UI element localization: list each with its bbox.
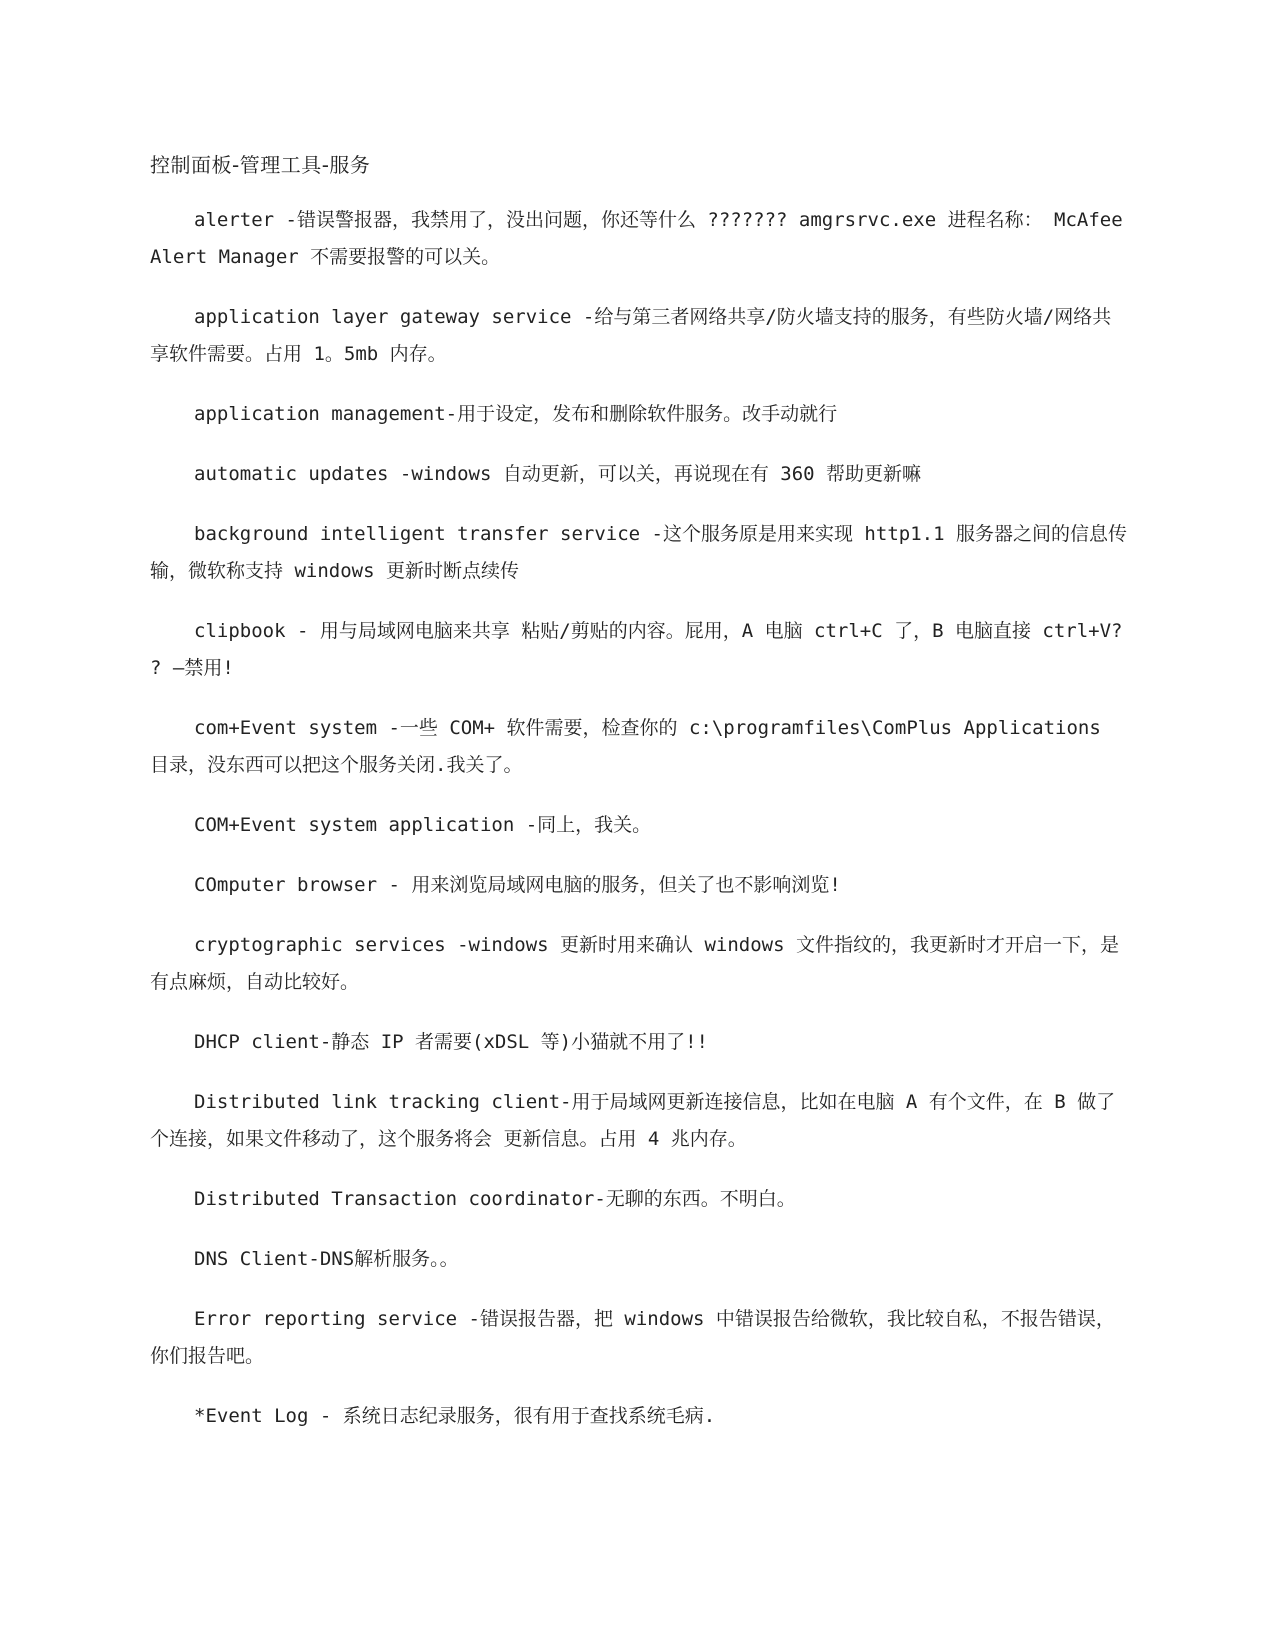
paragraph-com-event-application: COM+Event system application -同上，我关。 (194, 814, 652, 836)
paragraph-alerter: alerter -错误警报器，我禁用了，没出问题，你还等什么 ??????? amgrsrvc.exe 进程名称： McAfee Alert Manager 不需要报警的可以关。 (150, 209, 1135, 268)
paragraph-clipbook: clipbook - 用与局域网电脑来共享 粘贴/剪贴的内容。屁用，A 电脑 ctrl+C 了，B 电脑直接 ctrl+V? ? —禁用! (150, 620, 1134, 679)
paragraph-error-reporting: Error reporting service -错误报告器，把 windows 中错误报告给微软，我比较自私，不报告错误，你们报告吧。 (150, 1308, 1115, 1367)
document-page (150, 150, 1135, 1458)
paragraph-background-transfer: background intelligent transfer service -这个服务原是用来实现 http1.1 服务器之间的信息传输，微软称支持 windows 更新时断点续传 (150, 523, 1127, 582)
page-title: 控制面板-管理工具-服务 (150, 153, 371, 177)
paragraph-distributed-transaction: Distributed Transaction coordinator-无聊的东西。不明白。 (194, 1188, 796, 1210)
paragraph-com-event-system: com+Event system -一些 COM+ 软件需要，检查你的 c:\programfiles\ComPlus Applications 目录，没东西可以把这个服务关闭.我关了。 (150, 717, 1113, 776)
paragraph-automatic-updates: automatic updates -windows 自动更新，可以关，再说现在有 360 帮助更新嘛 (194, 463, 922, 485)
paragraph-application-layer-gateway: application layer gateway service -给与第三者网络共享/防火墙支持的服务，有些防火墙/网络共享软件需要。占用 1。5mb 内存。 (150, 306, 1112, 365)
paragraph-distributed-link-tracking: Distributed link tracking client-用于局域网更新连接信息，比如在电脑 A 有个文件，在 B 做了个连接，如果文件移动了，这个服务将会 更新信息。占用 4 兆内存。 (150, 1091, 1116, 1150)
paragraph-computer-browser: COmputer browser - 用来浏览局域网电脑的服务，但关了也不影响浏览! (194, 874, 841, 896)
paragraph-cryptographic-services: cryptographic services -windows 更新时用来确认 windows 文件指纹的，我更新时才开启一下，是有点麻烦，自动比较好。 (150, 934, 1119, 993)
paragraph-application-management: application management-用于设定，发布和删除软件服务。改手动就行 (194, 403, 838, 425)
paragraph-dns-client: DNS Client-DNS解析服务。。 (194, 1248, 459, 1270)
paragraph-dhcp-client: DHCP client-静态 IP 者需要(xDSL 等)小猫就不用了!! (194, 1031, 708, 1053)
paragraph-event-log: *Event Log - 系统日志纪录服务，很有用于查找系统毛病. (194, 1405, 716, 1427)
